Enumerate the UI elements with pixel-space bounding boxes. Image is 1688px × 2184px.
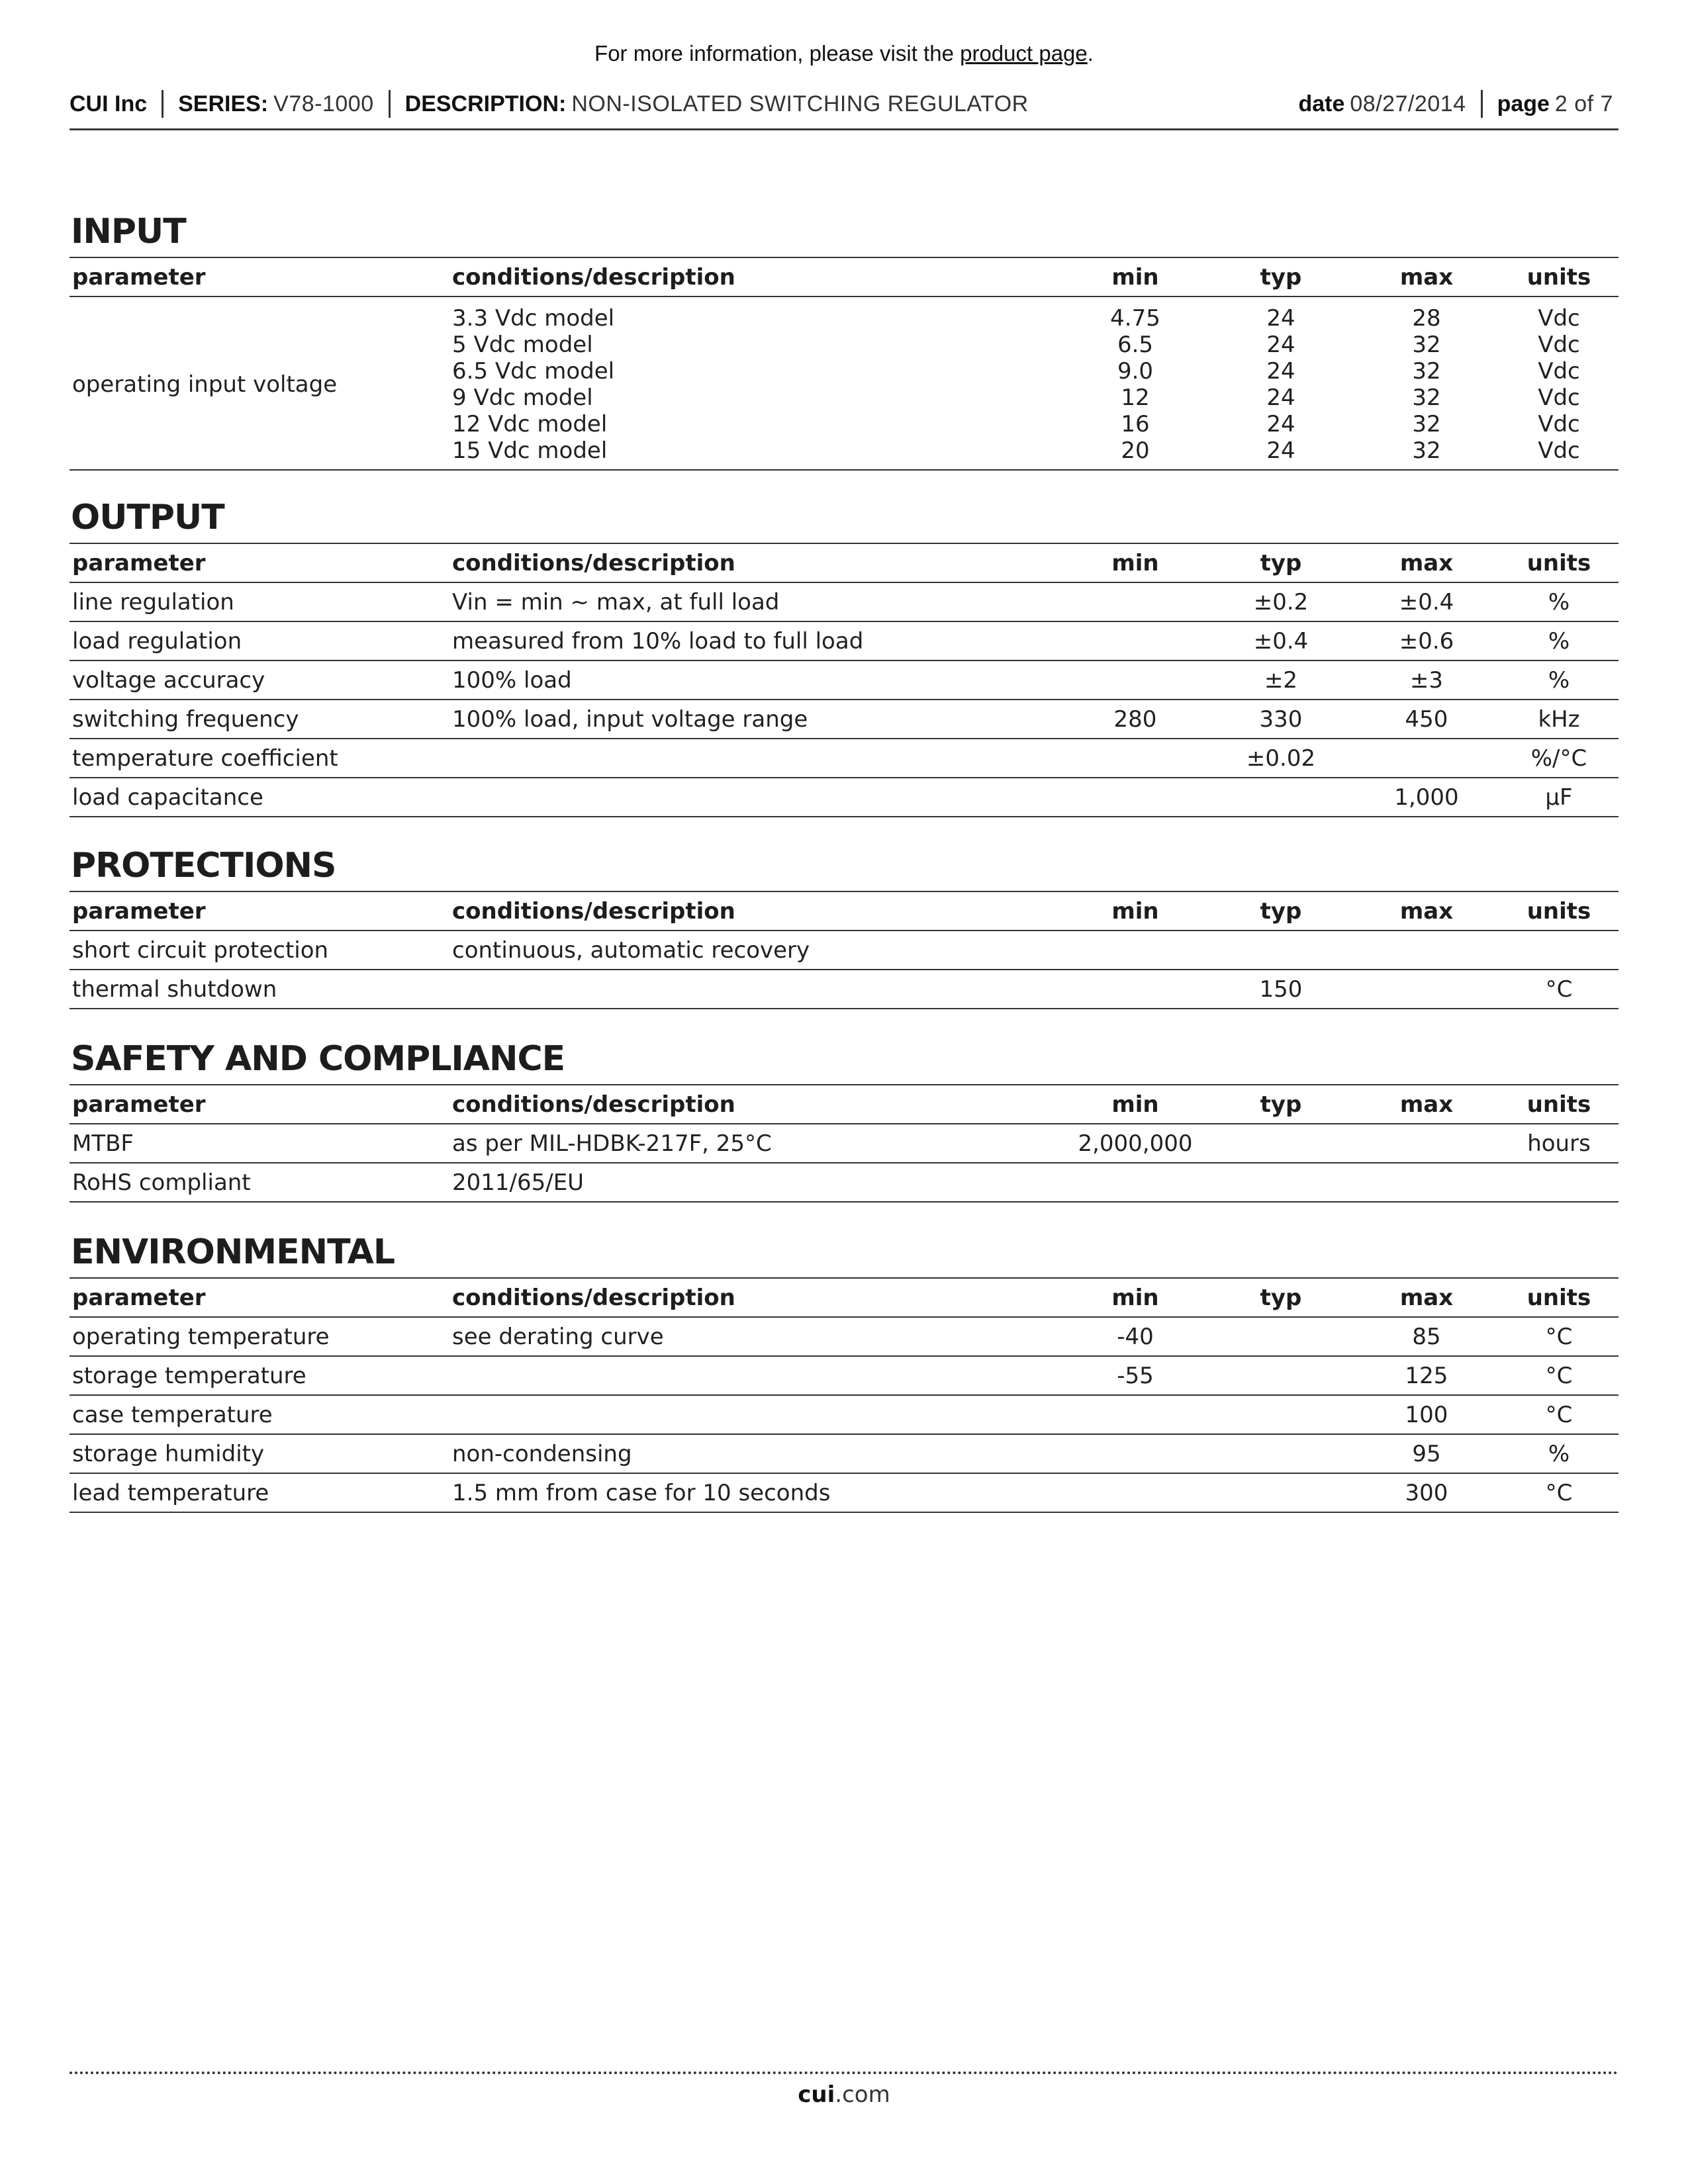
header-divider [389,90,391,118]
max-cell: 32 [1412,385,1441,411]
typ-cell: 24 [1266,385,1295,411]
min-cell [1062,621,1208,660]
output-table [70,543,1618,817]
col-min: min [1111,1284,1159,1311]
table-row [70,1356,1618,1395]
param-cell: RoHS compliant [72,1169,251,1196]
col-parameter: parameter [72,1091,206,1118]
typ-cell: 150 [1259,976,1303,1003]
condition-cell: measured from 10% load to full load [452,627,864,655]
min-cell [1062,1473,1208,1512]
condition-cell: 6.5 Vdc model [452,358,615,385]
param-cell: lead temperature [72,1479,269,1506]
units-cell: °C [1545,976,1573,1003]
col-units: units [1526,897,1591,925]
param-cell: temperature coefficient [72,745,338,772]
col-conditions: conditions/description [452,897,735,925]
units-cell: % [1548,666,1570,694]
table-header-row [70,1278,1618,1317]
typ-cell [1208,1395,1354,1434]
series-value: V78-1000 [273,91,374,116]
top-note-suffix: . [1087,41,1094,66]
typ-cell: ±0.02 [1246,745,1316,772]
condition-cell [449,1395,1062,1434]
min-cell [1062,1395,1208,1434]
param-cell: thermal shutdown [72,976,277,1003]
condition-cell: 2011/65/EU [452,1169,585,1196]
protections-table [70,891,1618,1009]
param-cell: switching frequency [72,705,299,733]
min-cell: -40 [1117,1323,1154,1350]
min-cell: 280 [1113,705,1157,733]
param-cell: load capacitance [72,784,263,811]
col-units: units [1526,1284,1591,1311]
max-cell [1354,931,1499,970]
typ-cell: 24 [1266,305,1295,332]
col-units: units [1526,1091,1591,1118]
units-cell: kHz [1538,705,1580,733]
col-conditions: conditions/description [452,1091,735,1118]
units-cell: % [1548,627,1570,655]
table-row [70,296,1618,470]
typ-cell: ±0.2 [1253,588,1309,615]
units-cell: μF [1545,784,1573,811]
typ-cell [1208,778,1354,817]
table-header-row [70,257,1618,296]
table-row [70,582,1618,621]
units-cell: Vdc [1538,385,1580,411]
min-cell [1062,1434,1208,1473]
min-cell [1062,582,1208,621]
max-cell [1354,1124,1499,1163]
max-cell [1354,970,1499,1009]
units-cell: hours [1527,1130,1591,1157]
units-cell: Vdc [1538,305,1580,332]
condition-cell: see derating curve [452,1323,664,1350]
typ-cell [1208,1434,1354,1473]
col-units: units [1526,549,1591,576]
units-cell: °C [1545,1479,1573,1506]
units-cell [1499,931,1618,970]
col-typ: typ [1260,1284,1302,1311]
col-units: units [1526,263,1591,291]
condition-cell [449,778,1062,817]
max-cell: ±0.4 [1399,588,1454,615]
condition-cell: 15 Vdc model [452,437,608,464]
condition-cell [449,970,1062,1009]
param-cell: case temperature [72,1401,273,1428]
units-cell: Vdc [1538,411,1580,437]
min-cell [1062,739,1208,778]
footer-site-rest: .com [835,2081,890,2108]
col-typ: typ [1260,1091,1302,1118]
typ-cell [1208,1317,1354,1356]
typ-cell: 330 [1259,705,1303,733]
units-stack [1499,296,1618,470]
col-min: min [1111,897,1159,925]
col-max: max [1399,263,1454,291]
col-parameter: parameter [72,897,206,925]
typ-cell [1208,931,1354,970]
condition-cell: 100% load, input voltage range [452,705,808,733]
typ-stack [1208,296,1354,470]
param-cell: MTBF [72,1130,134,1157]
output-section-title: OUTPUT [71,498,224,537]
units-cell: Vdc [1538,358,1580,385]
col-max: max [1399,897,1454,925]
table-row [70,1434,1618,1473]
col-conditions: conditions/description [452,549,735,576]
max-cell: 100 [1405,1401,1448,1428]
col-max: max [1399,1284,1454,1311]
max-stack [1354,296,1499,470]
units-cell: Vdc [1538,332,1580,358]
col-parameter: parameter [72,263,206,291]
max-cell [1354,1163,1499,1202]
condition-cell: Vin = min ~ max, at full load [452,588,780,615]
product-page-link[interactable]: product page [960,41,1088,66]
date-value: 08/27/2014 [1350,91,1466,116]
min-cell [1062,660,1208,700]
table-header-row [70,1085,1618,1124]
units-cell: % [1548,588,1570,615]
min-cell [1062,970,1208,1009]
max-cell: 32 [1412,411,1441,437]
typ-cell [1208,1124,1354,1163]
param-cell: operating temperature [72,1323,330,1350]
page-value: 2 of 7 [1554,91,1613,116]
param-cell: load regulation [72,627,242,655]
units-cell: °C [1545,1323,1573,1350]
max-cell: 95 [1412,1440,1441,1467]
description-value: NON-ISOLATED SWITCHING REGULATOR [571,91,1029,116]
min-cell: 16 [1121,411,1150,437]
units-cell: °C [1545,1401,1573,1428]
col-parameter: parameter [72,549,206,576]
table-row [70,700,1618,739]
min-cell: 9.0 [1117,358,1154,385]
condition-cell [449,1356,1062,1395]
typ-cell [1208,1473,1354,1512]
max-cell [1354,739,1499,778]
table-header-row [70,891,1618,931]
min-cell: 4.75 [1110,305,1160,332]
condition-cell: non-condensing [452,1440,632,1467]
table-row [70,1124,1618,1163]
max-cell: 28 [1412,305,1441,332]
typ-cell [1208,1163,1354,1202]
environmental-section-title: ENVIRONMENTAL [71,1232,395,1272]
environmental-table [70,1277,1618,1513]
col-typ: typ [1260,549,1302,576]
condition-cell: continuous, automatic recovery [452,936,810,964]
condition-cell: 1.5 mm from case for 10 seconds [452,1479,831,1506]
safety-section-title: SAFETY AND COMPLIANCE [71,1039,565,1079]
typ-cell: 24 [1266,437,1295,464]
max-cell: 32 [1412,358,1441,385]
max-cell: 32 [1412,437,1441,464]
protections-section-title: PROTECTIONS [71,846,336,886]
col-min: min [1111,263,1159,291]
max-cell: 1,000 [1394,784,1459,811]
col-max: max [1399,1091,1454,1118]
header-divider [162,90,164,118]
typ-cell: ±0.4 [1253,627,1309,655]
param-cell: storage temperature [72,1362,306,1389]
min-cell: 2,000,000 [1078,1130,1193,1157]
table-row [70,970,1618,1009]
min-cell [1062,1163,1208,1202]
min-cell: 20 [1121,437,1150,464]
table-row [70,1317,1618,1356]
table-row [70,739,1618,778]
col-conditions: conditions/description [452,263,735,291]
typ-cell: 24 [1266,332,1295,358]
max-cell: 85 [1412,1323,1441,1350]
condition-cell: 3.3 Vdc model [452,305,615,332]
typ-cell [1208,1356,1354,1395]
footer-site-bold: cui [798,2081,835,2108]
units-cell: % [1548,1440,1570,1467]
series-label: SERIES: [178,91,269,116]
min-cell [1062,778,1208,817]
condition-cell: 12 Vdc model [452,411,608,437]
typ-cell: ±2 [1264,666,1298,694]
table-header-row [70,543,1618,582]
param-cell: line regulation [72,588,234,615]
min-cell [1062,931,1208,970]
col-typ: typ [1260,897,1302,925]
typ-cell: 24 [1266,358,1295,385]
document-header [70,87,1618,130]
min-stack [1062,296,1208,470]
units-cell: %/°C [1530,745,1587,772]
min-cell: -55 [1117,1362,1154,1389]
max-cell: 300 [1405,1479,1448,1506]
units-cell [1499,1163,1618,1202]
param-cell: voltage accuracy [72,666,265,694]
max-cell: 450 [1405,705,1448,733]
page-label: page [1497,91,1550,116]
max-cell: ±3 [1409,666,1444,694]
min-cell: 6.5 [1117,332,1154,358]
header-divider [1481,90,1483,118]
table-row [70,1163,1618,1202]
min-cell: 12 [1121,385,1150,411]
condition-cell [449,739,1062,778]
input-table [70,257,1618,471]
param-cell: short circuit protection [72,936,329,964]
top-note-text: For more information, please visit the [594,41,961,66]
company-name: CUI Inc [70,91,148,116]
col-min: min [1111,1091,1159,1118]
table-row [70,931,1618,970]
col-min: min [1111,549,1159,576]
footer-site[interactable] [0,2081,1688,2108]
footer-divider [70,2071,1618,2074]
table-row [70,1473,1618,1512]
units-cell: Vdc [1538,437,1580,464]
table-row [70,621,1618,660]
param-cell: storage humidity [72,1440,265,1467]
condition-stack [449,296,1062,470]
units-cell: °C [1545,1362,1573,1389]
col-max: max [1399,549,1454,576]
date-label: date [1298,91,1345,116]
max-cell: ±0.6 [1399,627,1454,655]
max-cell: 125 [1405,1362,1448,1389]
typ-cell: 24 [1266,411,1295,437]
condition-cell: as per MIL-HDBK-217F, 25°C [452,1130,772,1157]
table-row [70,778,1618,817]
col-conditions: conditions/description [452,1284,735,1311]
condition-cell: 5 Vdc model [452,332,593,358]
condition-cell: 9 Vdc model [452,385,593,411]
description-label: DESCRIPTION: [404,91,567,116]
safety-table [70,1084,1618,1203]
top-note [0,41,1688,66]
table-row [70,660,1618,700]
col-typ: typ [1260,263,1302,291]
param-cell: operating input voltage [72,371,338,398]
col-parameter: parameter [72,1284,206,1311]
input-section-title: INPUT [71,212,186,251]
max-cell: 32 [1412,332,1441,358]
condition-cell: 100% load [452,666,572,694]
table-row [70,1395,1618,1434]
